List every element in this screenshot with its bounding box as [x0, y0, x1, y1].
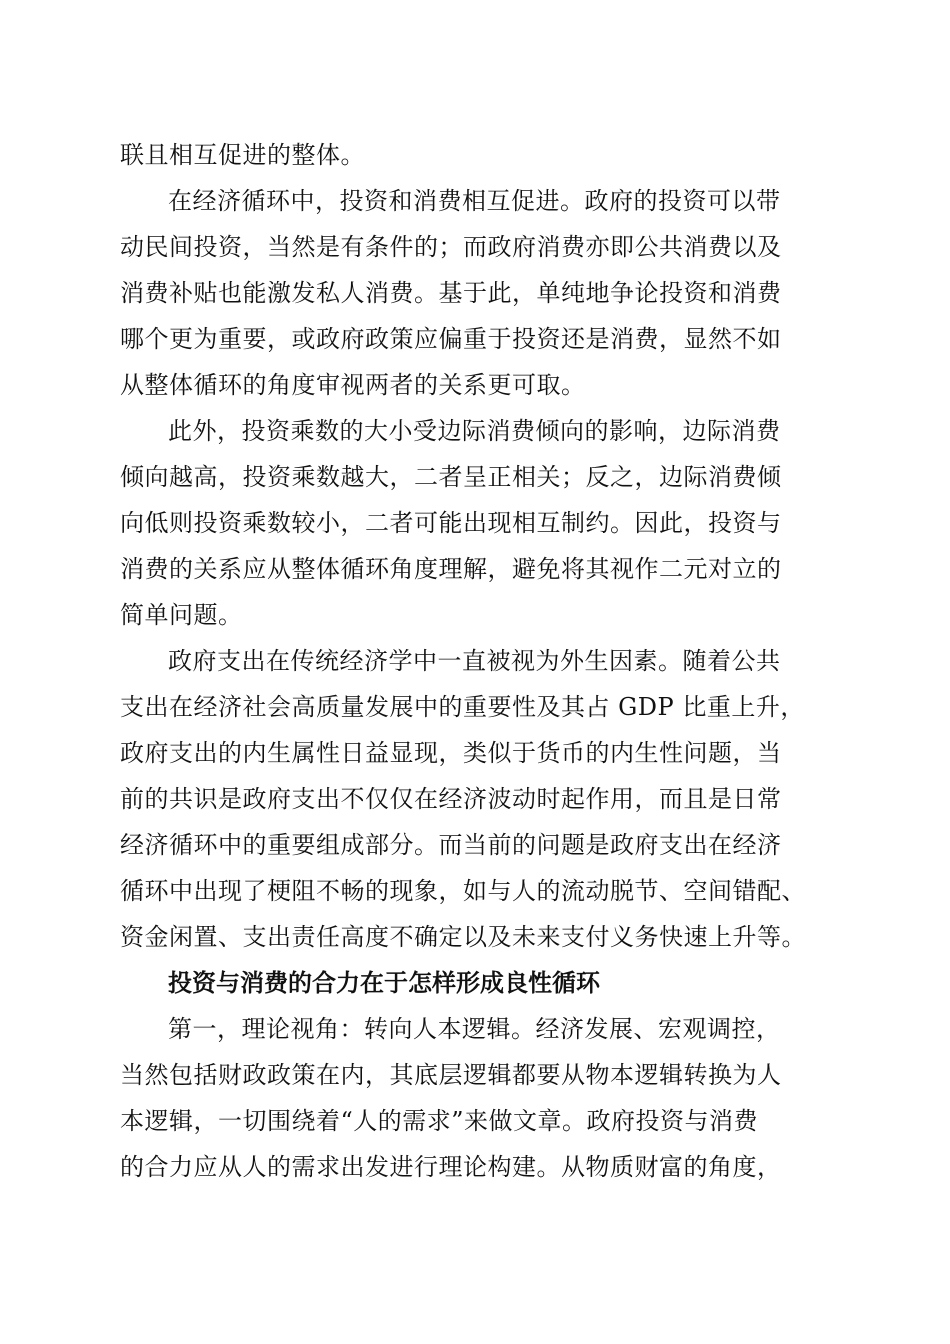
text-line: 从整体循环的角度审视两者的关系更可取。 [120, 371, 586, 399]
paragraph-start-line: 政府支出在传统经济学中一直被视为外生因素。随着公共 [168, 647, 781, 675]
text-line: 简单问题。 [120, 601, 243, 629]
text-line: 消费的关系应从整体循环角度理解，避免将其视作二元对立的 [120, 555, 782, 583]
text-line: 动民间投资，当然是有条件的；而政府消费亦即公共消费以及 [120, 233, 782, 261]
body-text [120, 132, 834, 1190]
text-line: 哪个更为重要，或政府政策应偏重于投资还是消费，显然不如 [120, 325, 782, 353]
text-line: 支出在经济社会高质量发展中的重要性及其占 GDP 比重上升， [120, 693, 805, 721]
text-line: 经济循环中的重要组成部分。而当前的问题是政府支出在经济 [120, 831, 782, 859]
paragraph-start-line: 第一，理论视角：转向人本逻辑。经济发展、宏观调控， [168, 1015, 781, 1043]
text-line: 当然包括财政政策在内，其底层逻辑都要从物本逻辑转换为人 [120, 1061, 782, 1089]
text-line: 消费补贴也能激发私人消费。基于此，单纯地争论投资和消费 [120, 279, 782, 307]
text-line: 的合力应从人的需求出发进行理论构建。从物质财富的角度， [120, 1153, 782, 1181]
section-heading: 投资与消费的合力在于怎样形成良性循环 [168, 969, 600, 997]
text-line: 联且相互促进的整体。 [120, 141, 365, 169]
paragraph-start-line: 在经济循环中，投资和消费相互促进。政府的投资可以带 [168, 187, 781, 215]
text-line: 向低则投资乘数较小，二者可能出现相互制约。因此，投资与 [120, 509, 782, 537]
paragraph-start-line: 此外，投资乘数的大小受边际消费倾向的影响，边际消费 [168, 417, 781, 445]
text-line: 政府支出的内生属性日益显现，类似于货币的内生性问题，当 [120, 739, 782, 767]
text-line: 前的共识是政府支出不仅仅在经济波动时起作用，而且是日常 [120, 785, 782, 813]
text-line: 循环中出现了梗阻不畅的现象，如与人的流动脱节、空间错配、 [120, 877, 806, 905]
text-line: 本逻辑，一切围绕着“人的需求”来做文章。政府投资与消费 [120, 1107, 759, 1135]
text-line: 资金闲置、支出责任高度不确定以及未来支付义务快速上升等。 [120, 923, 806, 951]
text-line: 倾向越高，投资乘数越大，二者呈正相关；反之，边际消费倾 [120, 463, 782, 491]
